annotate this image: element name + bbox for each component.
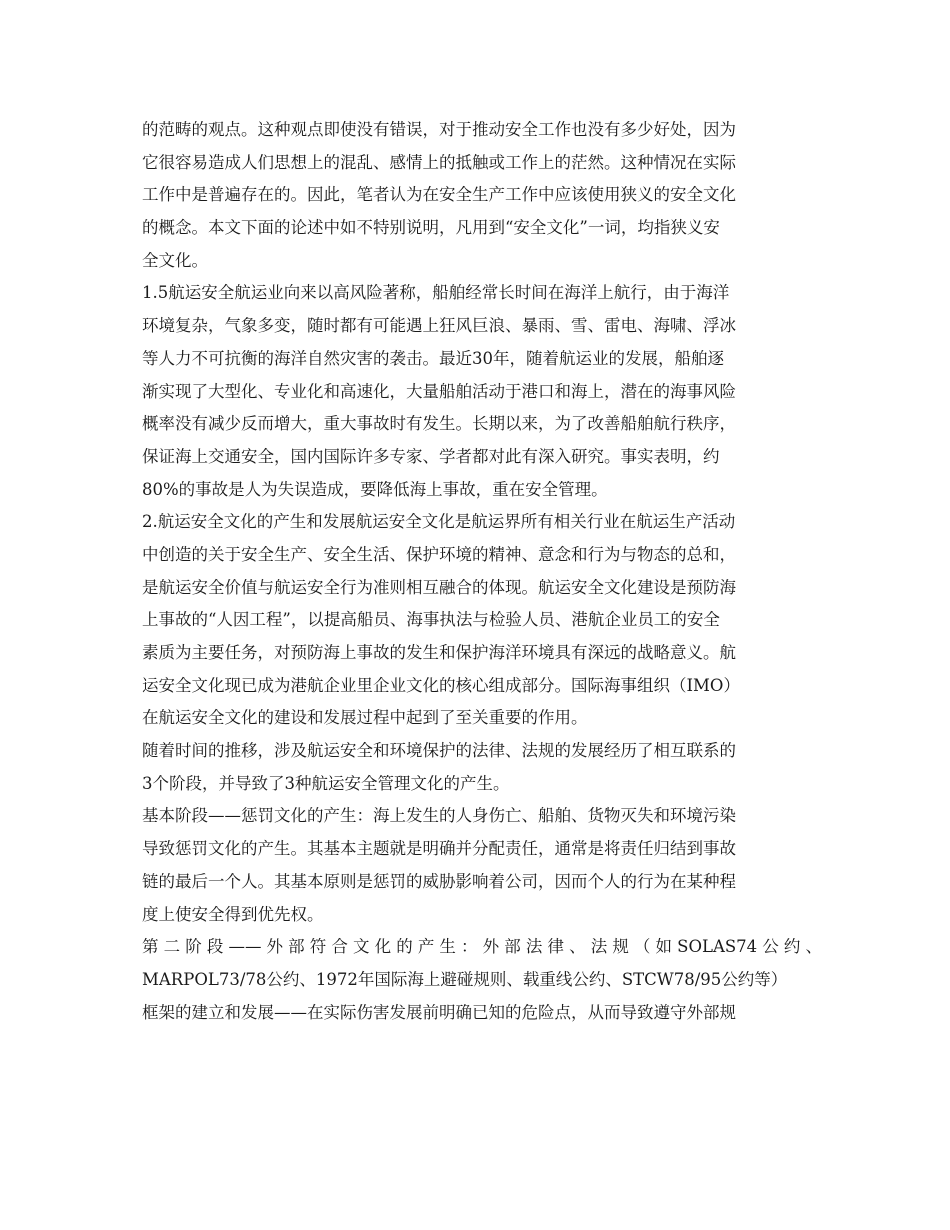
text-line: 基本阶段——惩罚文化的产生：海上发生的人身伤亡、船舶、货物灭失和环境污染 <box>142 806 736 826</box>
text-line: 的范畴的观点。这种观点即使没有错误，对于推动安全工作也没有多少好处，因为 <box>142 120 736 139</box>
text-line: 工作中是普遍存在的。因此，笔者认为在安全生产工作中应该使用狭义的安全文化 <box>142 185 736 205</box>
text-line: 保证海上交通安全，国内国际许多专家、学者都对此有深入研究。事实表明，约 <box>142 446 720 466</box>
text-line: 链的最后一个人。其基本原则是惩罚的威胁影响着公司，因而个人的行为在某种程 <box>142 871 736 891</box>
section-heading-line: 1.5航运安全航运业向来以高风险著称，船舶经常长时间在海洋上航行，由于海洋 <box>142 283 730 303</box>
text-line: 3个阶段，并导致了3种航运安全管理文化的产生。 <box>142 773 510 793</box>
text-line: 渐实现了大型化、专业化和高速化，大量船舶活动于港口和海上，潜在的海事风险 <box>142 381 736 401</box>
text-line: 第二阶段——外部符合文化的产生：外部法律、法规（如SOLAS74公约、 <box>142 937 822 957</box>
section-heading-line: 2.航运安全文化的产生和发展航运安全文化是航运界所有相关行业在航运生产活动 <box>142 512 736 532</box>
text-line: 框架的建立和发展——在实际伤害发展前明确已知的危险点，从而导致遵守外部规 <box>142 1002 736 1022</box>
text-line: 全文化。 <box>142 250 208 270</box>
text-line: 它很容易造成人们思想上的混乱、感情上的抵触或工作上的茫然。这种情况在实际 <box>142 152 736 172</box>
text-line: 随着时间的推移，涉及航运安全和环境保护的法律、法规的发展经历了相互联系的 <box>142 741 736 761</box>
text-line: 在航运安全文化的建设和发展过程中起到了至关重要的作用。 <box>142 708 588 728</box>
text-line: 中创造的关于安全生产、安全生活、保护环境的精神、意念和行为与物态的总和， <box>142 544 736 564</box>
text-line: 运安全文化现已成为港航企业里企业文化的核心组成部分。国际海事组织（IMO） <box>142 675 740 695</box>
text-line: 是航运安全价值与航运安全行为准则相互融合的体现。航运安全文化建设是预防海 <box>142 577 736 597</box>
text-line: 80%的事故是人为失误造成，要降低海上事故，重在安全管理。 <box>142 479 608 499</box>
text-line: 的概念。本文下面的论述中如不特别说明，凡用到“安全文化”一词，均指狭义安 <box>142 218 720 238</box>
text-line: 上事故的“人因工程”，以提高船员、海事执法与检验人员、港航企业员工的安全 <box>142 610 720 630</box>
text-line: MARPOL73/78公约、1972年国际海上避碰规则、载重线公约、STCW78/95公约等） <box>142 969 788 989</box>
text-line: 环境复杂，气象多变，随时都有可能遇上狂风巨浪、暴雨、雪、雷电、海啸、浮冰 <box>142 316 736 336</box>
text-line: 概率没有减少反而增大，重大事故时有发生。长期以来，为了改善船舶航行秩序， <box>142 414 736 434</box>
text-line: 素质为主要任务，对预防海上事故的发生和保护海洋环境具有深远的战略意义。航 <box>142 643 736 662</box>
body-text <box>142 114 822 1029</box>
text-line: 等人力不可抗衡的海洋自然灾害的袭击。最近30年，随着航运业的发展，船舶逐 <box>142 348 724 368</box>
text-line: 导致惩罚文化的产生。其基本主题就是明确并分配责任，通常是将责任归结到事故 <box>142 839 736 859</box>
text-line: 度上使安全得到优先权。 <box>142 904 324 924</box>
